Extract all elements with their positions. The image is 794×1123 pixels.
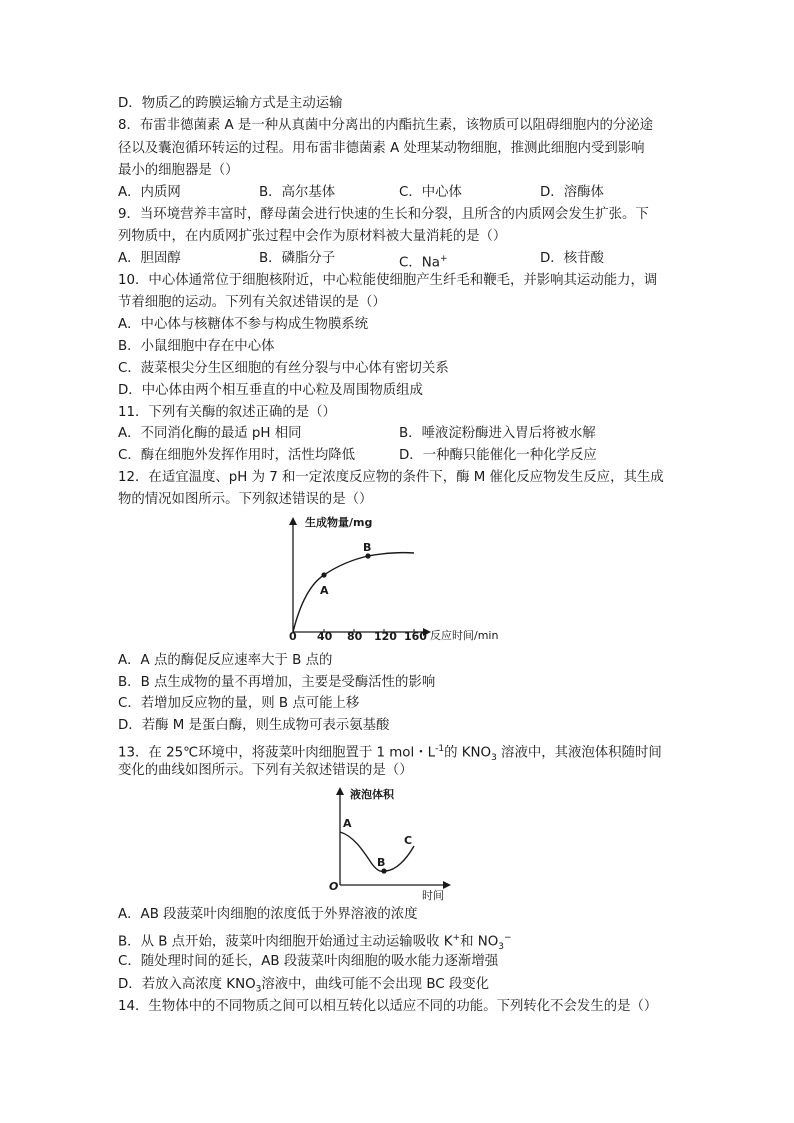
q13-point-c-label: C xyxy=(404,834,413,847)
q13-y-label: 液泡体积 xyxy=(350,788,394,801)
q12-point-b xyxy=(365,553,370,558)
q12-y-label: 生成物量/mg xyxy=(305,516,373,529)
q12-point-b-label: B xyxy=(363,541,372,554)
q9-option-d: D．核苷酸 xyxy=(540,251,604,266)
q12-tick-label-80: 80 xyxy=(347,630,363,643)
q12-option-c: C．若增加反应物的量，则 B 点可能上移 xyxy=(118,696,360,711)
q11-stem: 11．下列有关酶的叙述正确的是（） xyxy=(118,405,336,420)
q12-stem-line-1: 12．在适宜温度、pH 为 7 和一定浓度反应物的条件下，酶 M 催化反应物发生反应，其生成 xyxy=(118,470,664,485)
q8-option-c: C．中心体 xyxy=(399,185,462,200)
q12-tick-label-40: 40 xyxy=(317,630,333,643)
q13-x-label: 时间 xyxy=(422,889,444,902)
q12-stem-line-2: 物的情况如图所示。下列叙述错误的是（） xyxy=(118,492,373,507)
q10-option-c: C．菠菜根尖分生区细胞的有丝分裂与中心体有密切关系 xyxy=(118,361,449,376)
q8-option-a: A．内质网 xyxy=(118,185,181,200)
q12-x-label: 反应时间/min xyxy=(430,629,499,642)
q13-point-b xyxy=(381,868,386,873)
q11-option-b: B．唾液淀粉酶进入胃后将被水解 xyxy=(399,426,596,441)
q13-option-a: A．AB 段菠菜叶肉细胞的浓度低于外界溶液的浓度 xyxy=(118,907,418,922)
q12-point-a xyxy=(321,572,326,577)
q14-stem: 14．生物体中的不同物质之间可以相互转化以适应不同的功能。下列转化不会发生的是（） xyxy=(118,999,658,1014)
q12-tick-label-160: 160 xyxy=(404,630,427,643)
q12-option-d: D．若酶 M 是蛋白酶，则生成物可表示氨基酸 xyxy=(118,718,390,733)
q12-origin-label: 0 xyxy=(289,630,297,643)
q9-stem-line-2: 列物质中，在内质网扩张过程中会作为原材料被大量消耗的是（） xyxy=(118,229,507,244)
q7-option-d: D．物质乙的跨膜运输方式是主动运输 xyxy=(118,96,343,111)
q10-stem-line-2: 节着细胞的运动。下列有关叙述错误的是（） xyxy=(118,295,386,310)
q13-vacuole-volume-chart xyxy=(326,782,456,902)
q11-option-a: A．不同消化酶的最适 pH 相同 xyxy=(118,426,302,441)
q13-y-axis-arrow xyxy=(336,787,344,795)
q11-option-d: D．一种酶只能催化一种化学反应 xyxy=(399,448,597,463)
q13-stem-line-1: 13．在 25℃环境中，将菠菜叶肉细胞置于 1 mol・$L^{-1}$的 $KNO_3$ 溶液中，其液泡体积随时间 xyxy=(118,744,662,764)
q12-y-axis-arrow xyxy=(289,517,297,525)
q13-point-b-label: B xyxy=(377,856,386,869)
q11-option-c: C．酶在细胞外发挥作用时，活性均降低 xyxy=(118,448,355,463)
q13-stem-line-2: 变化的曲线如图所示。下列有关叙述错误的是（） xyxy=(118,763,413,778)
q12-option-b: B．B 点生成物的量不再增加，主要是受酶活性的影响 xyxy=(118,675,436,690)
q13-option-b: B．从 B 点开始，菠菜叶肉细胞开始通过主动运输吸收 K+和 $NO_3^-$ xyxy=(118,933,512,953)
q9-option-b: B．磷脂分子 xyxy=(259,251,336,266)
q12-product-curve xyxy=(293,553,414,632)
q9-na-charge: + xyxy=(439,254,448,264)
q13-point-a-label: A xyxy=(343,817,352,830)
q13-origin-label: O xyxy=(329,880,339,893)
q12-option-a: A．A 点的酶促反应速率大于 B 点的 xyxy=(118,653,333,668)
q12-tick-label-120: 120 xyxy=(374,630,397,643)
q8-stem-line-2: 径以及囊泡循环转运的过程。用布雷非德菌素 A 处理某动物细胞，推测此细胞内受到影响 xyxy=(118,141,645,156)
q13-option-c: C．随处理时间的延长，AB 段菠菜叶肉细胞的吸水能力逐渐增强 xyxy=(118,954,499,969)
q9-option-a: A．胆固醇 xyxy=(118,251,181,266)
q10-option-d: D．中心体由两个相互垂直的中心粒及周围物质组成 xyxy=(118,383,423,398)
q10-stem-line-1: 10．中心体通常位于细胞核附近，中心粒能使细胞产生纤毛和鞭毛，并影响其运动能力，调 xyxy=(118,273,658,288)
q8-option-b: B．高尔基体 xyxy=(259,185,336,200)
q8-stem-line-1: 8．布雷非德菌素 A 是一种从真菌中分离出的内酯抗生素，该物质可以阻碍细胞内的分泌途 xyxy=(118,118,654,133)
q8-option-d: D．溶酶体 xyxy=(540,185,604,200)
q8-stem-line-3: 最小的细胞器是（） xyxy=(118,163,239,178)
q13-x-axis-arrow xyxy=(443,881,451,889)
q13-option-d: D．若放入高浓度 $KNO_3$溶液中，曲线可能不会出现 BC 段变化 xyxy=(118,977,490,995)
q10-option-a: A．中心体与核糖体不参与构成生物膜系统 xyxy=(118,317,369,332)
q12-product-time-chart xyxy=(280,512,520,644)
q10-option-b: B．小鼠细胞中存在中心体 xyxy=(118,339,275,354)
q9-stem-line-1: 9．当环境营养丰富时，酵母菌会进行快速的生长和分裂，且所含的内质网会发生扩张。下 xyxy=(118,207,649,222)
q9-option-c: C．Na+ xyxy=(399,254,448,271)
q12-point-a-label: A xyxy=(320,584,329,597)
